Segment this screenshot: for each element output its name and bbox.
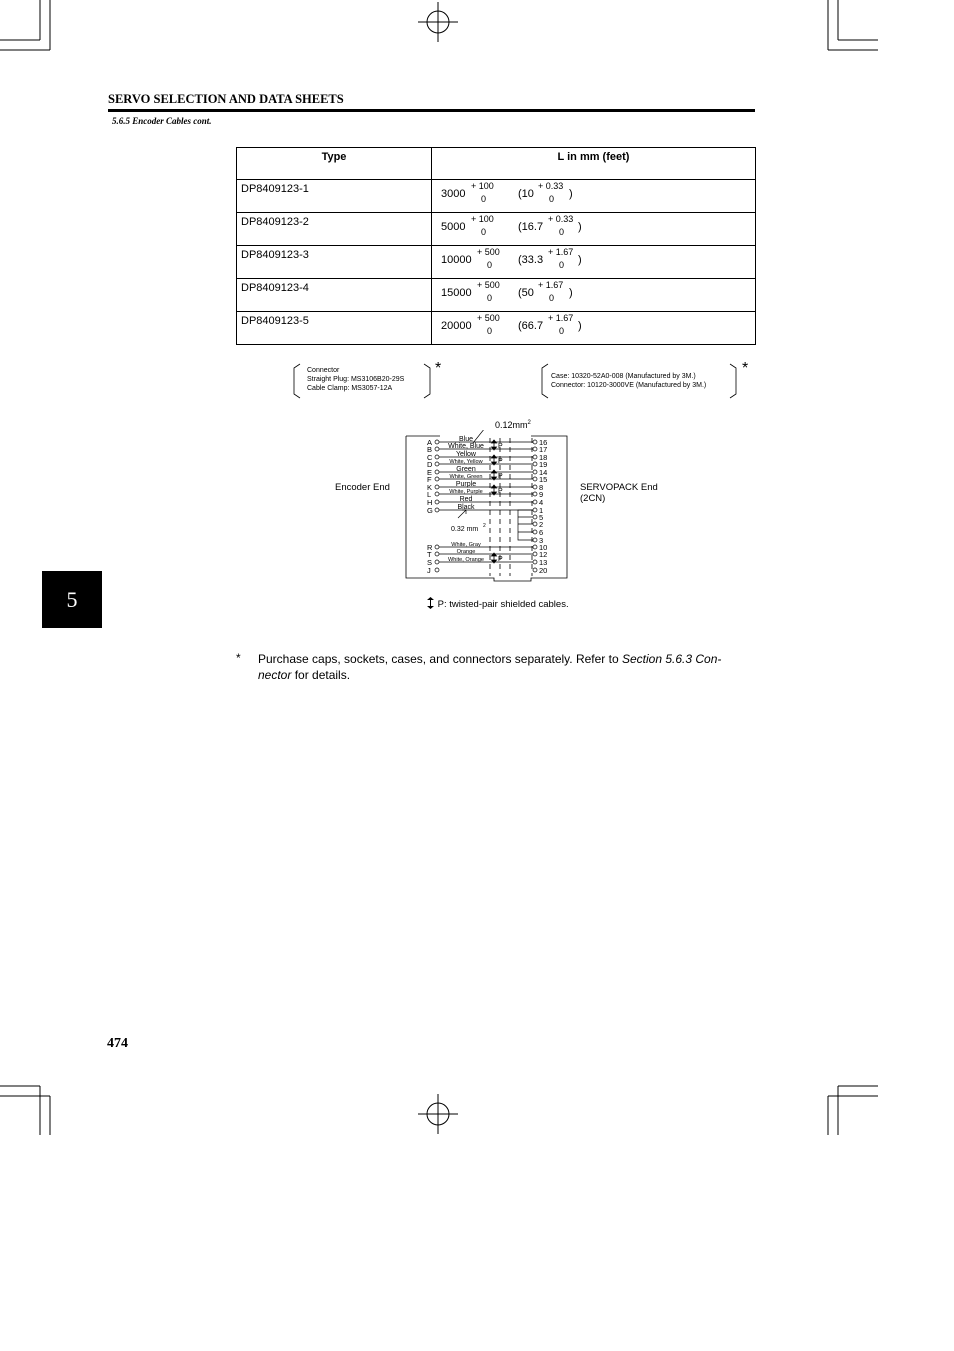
encoder-pin-label: B — [427, 445, 433, 454]
left-asterisk: * — [435, 360, 442, 377]
length-mm: 5000 — [441, 221, 466, 233]
servopack-pin-label: 13 — [539, 558, 548, 567]
length-mm-zero: 0 — [481, 194, 487, 204]
encoder-pin-label: E — [427, 468, 433, 477]
length-ft-zero: 0 — [549, 194, 555, 204]
encoder-pin — [435, 485, 439, 489]
twisted-pair-label: P — [498, 443, 503, 450]
encoder-pin-label: G — [427, 506, 433, 515]
servopack-pin-label: 9 — [539, 490, 544, 499]
footnote-star: * — [236, 651, 241, 665]
cable-type: DP8409123-1 — [237, 180, 432, 213]
servopack-pin — [533, 508, 537, 512]
servopack-pin-label: 8 — [539, 483, 544, 492]
right-asterisk: * — [742, 360, 749, 377]
cable-length — [432, 246, 756, 279]
length-mm: 10000 — [441, 254, 472, 266]
wire-gauge-bottom-sup: 2 — [483, 523, 486, 529]
wire-color-label: White, Blue — [448, 443, 484, 450]
encoder-pin — [435, 545, 439, 549]
length-ft-zero: 0 — [549, 293, 555, 303]
servopack-pin-label: 2 — [539, 520, 544, 529]
straight-plug-label: Straight Plug: MS3106B20-29S — [307, 376, 405, 383]
servopack-pin — [533, 455, 537, 459]
servopack-pin — [533, 500, 537, 504]
encoder-pin — [435, 508, 439, 512]
encoder-pin — [435, 492, 439, 496]
table-header-row — [237, 148, 756, 180]
wire-color-label: White, Green — [449, 474, 483, 480]
twisted-pair-marker — [492, 470, 497, 480]
wire-color-label: White, Yellow — [449, 459, 483, 465]
case-label: Case: 10320-52A0-008 (Manufactured by 3M.) — [551, 373, 696, 380]
twisted-pair-marker — [492, 440, 497, 450]
length-ft-zero: 0 — [559, 227, 565, 237]
servopack-pin — [533, 568, 537, 572]
length-mm-tolerance: + 100 — [471, 181, 494, 191]
encoder-pin — [435, 568, 439, 572]
servopack-pin — [533, 545, 537, 549]
wire-color-label: Purple — [455, 481, 477, 488]
section-subtitle: 5.6.5 Encoder Cables cont. — [112, 116, 212, 126]
length-ft-tolerance: + 1.67 — [548, 313, 574, 323]
footnote-text: Purchase caps, sockets, cases, and connectors separately. Refer to Section 5.6.3 Con- nector for details. — [258, 652, 722, 682]
length-mm-tolerance: + 500 — [477, 247, 500, 257]
cable-length-table — [236, 147, 756, 345]
length-mm-zero: 0 — [481, 227, 487, 237]
length-ft: (66.7 — [518, 320, 544, 332]
servopack-pin-label: 6 — [539, 528, 544, 537]
length-ft-tolerance: + 0.33 — [538, 181, 564, 191]
length-mm-zero: 0 — [487, 260, 493, 270]
length-mm: 20000 — [441, 320, 472, 332]
servopack-pin — [533, 515, 537, 519]
servopack-pin — [533, 470, 537, 474]
twisted-pair-label: P — [498, 556, 503, 563]
servopack-pin — [533, 462, 537, 466]
length-mm-tolerance: + 100 — [471, 214, 494, 224]
col-length-header: L in mm (feet) — [432, 148, 756, 180]
table-row — [237, 279, 756, 312]
length-ft: (33.3 — [518, 254, 544, 266]
length-mm-zero: 0 — [487, 293, 493, 303]
encoder-pin-label: S — [427, 558, 433, 567]
twisted-pair-marker — [492, 455, 497, 465]
servopack-pin — [533, 552, 537, 556]
encoder-pin-label: D — [427, 460, 433, 469]
length-ft-zero: 0 — [559, 326, 565, 336]
length-ft-tolerance: + 1.67 — [538, 280, 564, 290]
wire-gauge-bottom: 0.32 mm — [451, 526, 479, 533]
length-ft: (10 — [518, 188, 534, 200]
servopack-pin — [533, 560, 537, 564]
encoder-pin-label: A — [427, 438, 433, 447]
encoder-pin-label: T — [427, 550, 432, 559]
twisted-pair-marker — [492, 485, 497, 495]
servopack-pin — [533, 530, 537, 534]
length-ft-tolerance: + 0.33 — [548, 214, 574, 224]
header-rule — [108, 109, 755, 112]
encoder-pin-label: R — [427, 543, 433, 552]
wire-gauge-top: $0.12mm^2$ — [495, 420, 531, 430]
cable-length — [432, 180, 756, 213]
servopack-pin-label: 19 — [539, 460, 548, 469]
length-mm-tolerance: + 500 — [477, 280, 500, 290]
section-title: SERVO SELECTION AND DATA SHEETS — [108, 92, 344, 106]
servopack-pin — [533, 440, 537, 444]
cable-type: DP8409123-2 — [237, 213, 432, 246]
length-ft: (50 — [518, 287, 534, 299]
servopack-pin — [533, 522, 537, 526]
servopack-pin-label: 14 — [539, 468, 548, 477]
page-number: 474 — [107, 1036, 128, 1051]
length-close-paren: ) — [569, 287, 573, 299]
servopack-end-label: SERVOPACK End — [580, 482, 658, 493]
table-row — [237, 213, 756, 246]
cable-length — [432, 213, 756, 246]
servopack-pin — [533, 447, 537, 451]
servopack-pin-label: 16 — [539, 438, 548, 447]
wire-color-label: Green — [456, 466, 476, 473]
wire-color-label: Yellow — [456, 451, 476, 458]
servopack-pin-label: 3 — [539, 536, 544, 545]
servopack-pin-label: 17 — [539, 445, 548, 454]
ground-jumper — [518, 510, 533, 540]
wiring-diagram — [400, 430, 575, 582]
twisted-pair-marker — [492, 553, 497, 563]
encoder-pin — [435, 500, 439, 504]
length-ft: (16.7 — [518, 221, 544, 233]
encoder-pin-label: H — [427, 498, 433, 507]
encoder-pin-label: C — [427, 453, 433, 462]
length-mm: 3000 — [441, 188, 466, 200]
encoder-pin — [435, 455, 439, 459]
cable-clamp-label: Cable Clamp: MS3057-12A — [307, 385, 393, 392]
cable-type: DP8409123-5 — [237, 312, 432, 345]
length-close-paren: ) — [569, 188, 573, 200]
encoder-pin-label: J — [427, 566, 431, 575]
servopack-pin-label: 18 — [539, 453, 548, 462]
length-ft-zero: 0 — [559, 260, 565, 270]
encoder-end-label: Encoder End — [335, 482, 390, 493]
wire-color-label: Black — [457, 504, 475, 511]
twisted-pair-label: P — [498, 473, 503, 480]
servopack-pin-label: 4 — [539, 498, 544, 507]
length-close-paren: ) — [578, 221, 582, 233]
length-close-paren: ) — [578, 254, 582, 266]
length-mm-zero: 0 — [487, 326, 493, 336]
encoder-pin — [435, 552, 439, 556]
cable-length — [432, 279, 756, 312]
servopack-pin-label: 15 — [539, 475, 548, 484]
servopack-2cn-label: (2CN) — [580, 493, 606, 504]
servopack-pin — [533, 477, 537, 481]
cable-length — [432, 312, 756, 345]
encoder-pin — [435, 462, 439, 466]
connector-label: Connector — [307, 367, 340, 374]
table-row — [237, 312, 756, 345]
encoder-pin-label: K — [427, 483, 433, 492]
wire-color-label: White, Gray — [451, 542, 481, 548]
servopack-pin-label: 12 — [539, 550, 548, 559]
encoder-pin — [435, 470, 439, 474]
twisted-pair-icon — [426, 597, 435, 609]
connector-part-label: Connector: 10120-3000VE (Manufactured by 3M.) — [551, 382, 707, 389]
servopack-pin-label: 5 — [539, 513, 544, 522]
servopack-pin — [533, 538, 537, 542]
encoder-pin — [435, 440, 439, 444]
encoder-pin-label: F — [427, 475, 432, 484]
gauge-pointer-bottom — [458, 510, 466, 518]
wire-color-label: White, Orange — [447, 557, 485, 563]
encoder-pin — [435, 447, 439, 451]
cable-type: DP8409123-4 — [237, 279, 432, 312]
right-connector-note — [540, 362, 738, 400]
servopack-pin — [533, 492, 537, 496]
wire-color-label: Blue — [458, 436, 474, 443]
col-type-header: Type — [237, 148, 432, 180]
table-row — [237, 246, 756, 279]
servopack-pin-label: 1 — [539, 506, 544, 515]
cable-type: DP8409123-3 — [237, 246, 432, 279]
twisted-pair-label: P — [498, 488, 503, 495]
chapter-tab: 5 — [42, 571, 102, 628]
twisted-pair-label: P — [498, 458, 503, 465]
servopack-pin — [533, 485, 537, 489]
left-connector-note — [292, 362, 432, 400]
section-reference: Section 5.6.3 Con- nector — [258, 652, 722, 682]
length-mm-tolerance: + 500 — [477, 313, 500, 323]
length-close-paren: ) — [578, 320, 582, 332]
gauge-pointer-top — [473, 430, 500, 443]
wire-color-label: Red — [459, 496, 473, 503]
servopack-pin-label: 10 — [539, 543, 548, 552]
length-mm: 15000 — [441, 287, 472, 299]
wire-color-label: Orange — [456, 549, 476, 555]
twisted-pair-legend: P: twisted-pair shielded cables. — [426, 597, 569, 610]
wire-color-label: White, Purple — [449, 489, 483, 495]
length-ft-tolerance: + 1.67 — [548, 247, 574, 257]
encoder-pin-label: L — [427, 490, 432, 499]
encoder-pin — [435, 560, 439, 564]
encoder-pin — [435, 477, 439, 481]
servopack-pin-label: 20 — [539, 566, 548, 575]
table-row — [237, 180, 756, 213]
